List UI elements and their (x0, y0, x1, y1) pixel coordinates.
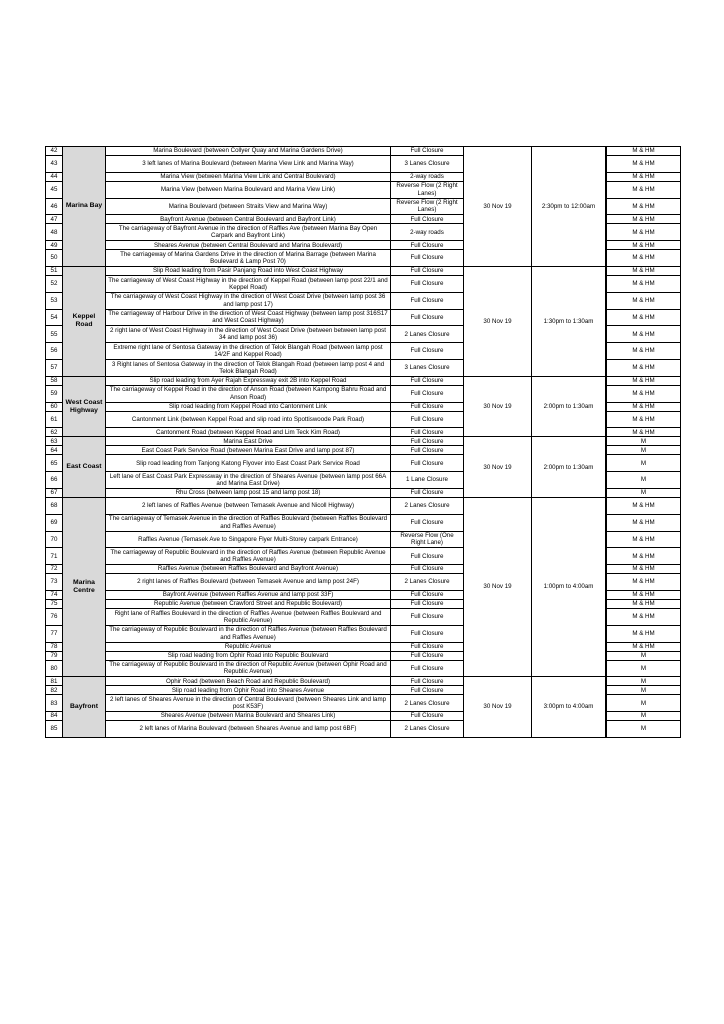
indicator-cell: M & HM (607, 147, 681, 156)
indicator-cell: M & HM (607, 156, 681, 173)
indicator-cell: M & HM (607, 241, 681, 250)
indicator-cell: M & HM (607, 309, 681, 326)
indicator-cell: M & HM (607, 181, 681, 198)
closure-type-cell: Full Closure (391, 266, 464, 275)
closure-type-cell: Full Closure (391, 241, 464, 250)
table-row (46, 376, 681, 385)
zone-label: Marina Bay (63, 147, 106, 267)
indicator-cell: M & HM (607, 548, 681, 565)
indicator-cell: M & HM (607, 574, 681, 591)
location-cell: Raffles Avenue (Temasek Ave to Singapore Flyer Multi-Storey carpark Entrance) (106, 531, 391, 548)
closure-type-cell: Full Closure (391, 250, 464, 267)
location-cell: Left lane of East Coast Park Expressway in the direction of Sheares Avenue (between lamp post 66A and Marina East Drive) (106, 472, 391, 489)
closure-type-cell: 2-way roads (391, 172, 464, 181)
row-number: 52 (46, 275, 63, 292)
closure-type-cell: Full Closure (391, 565, 464, 574)
row-number: 63 (46, 437, 63, 446)
indicator-cell: M (607, 695, 681, 712)
row-number: 55 (46, 326, 63, 343)
date-cell: 30 Nov 19 (464, 437, 532, 498)
date-cell: 30 Nov 19 (464, 376, 532, 437)
row-number: 59 (46, 385, 63, 402)
indicator-cell: M & HM (607, 275, 681, 292)
location-cell: East Coast Park Service Road (between Marina East Drive and lamp post 87) (106, 446, 391, 455)
indicator-cell: M (607, 712, 681, 721)
row-number: 45 (46, 181, 63, 198)
indicator-cell: M (607, 660, 681, 677)
closure-type-cell: Full Closure (391, 660, 464, 677)
indicator-cell: M (607, 686, 681, 695)
closure-type-cell: Full Closure (391, 455, 464, 472)
closure-type-cell: 2 Lanes Closure (391, 695, 464, 712)
row-number: 66 (46, 472, 63, 489)
row-number: 78 (46, 642, 63, 651)
closure-type-cell: Full Closure (391, 402, 464, 411)
table-row (46, 677, 681, 686)
indicator-cell: M & HM (607, 215, 681, 224)
row-number: 84 (46, 712, 63, 721)
indicator-cell: M & HM (607, 250, 681, 267)
row-number: 65 (46, 455, 63, 472)
closure-type-cell: 2 Lanes Closure (391, 574, 464, 591)
location-cell: Marina Boulevard (between Collyer Quay and Marina Gardens Drive) (106, 147, 391, 156)
closure-type-cell: 2 Lanes Closure (391, 497, 464, 514)
closure-type-cell: Full Closure (391, 590, 464, 599)
row-number: 43 (46, 156, 63, 173)
location-cell: The carriageway of Republic Boulevard in the direction of Republic Avenue (between Ophir Road and Republic Avenue) (106, 660, 391, 677)
time-cell: 2:00pm to 1:30am (532, 437, 606, 498)
row-number: 60 (46, 402, 63, 411)
row-number: 56 (46, 343, 63, 360)
location-cell: Extreme right lane of Sentosa Gateway in the direction of Telok Blangah Road (between lamp post 14/2F and Keppel Road) (106, 343, 391, 360)
row-number: 54 (46, 309, 63, 326)
row-number: 77 (46, 625, 63, 642)
row-number: 46 (46, 198, 63, 215)
row-number: 51 (46, 266, 63, 275)
location-cell: 3 Right lanes of Sentosa Gateway in the direction of Telok Blangah Road (between lamp post 4 and Telok Blangah Road) (106, 359, 391, 376)
location-cell: The carriageway of West Coast Highway in the direction of Keppel Road (between lamp post 22/1 and Keppel Road) (106, 275, 391, 292)
time-cell: 3:00pm to 4:00am (532, 677, 606, 738)
row-number: 76 (46, 608, 63, 625)
table-row (46, 266, 681, 275)
row-number: 71 (46, 548, 63, 565)
indicator-cell: M & HM (607, 531, 681, 548)
zone-label: Keppel Road (63, 266, 106, 376)
zone-label: Bayfront (63, 677, 106, 738)
indicator-cell: M & HM (607, 224, 681, 241)
indicator-cell: M & HM (607, 359, 681, 376)
closure-type-cell: 1 Lane Closure (391, 472, 464, 489)
indicator-cell: M & HM (607, 402, 681, 411)
zone-label: Marina Centre (63, 497, 106, 676)
closure-type-cell: Full Closure (391, 411, 464, 428)
closure-type-cell: Full Closure (391, 446, 464, 455)
location-cell: The carriageway of West Coast Highway in the direction of West Coast Drive (between lamp post 36 and lamp post 17) (106, 292, 391, 309)
indicator-cell: M & HM (607, 625, 681, 642)
date-cell: 30 Nov 19 (464, 497, 532, 676)
indicator-cell: M (607, 651, 681, 660)
row-number: 44 (46, 172, 63, 181)
indicator-cell: M & HM (607, 642, 681, 651)
closure-type-cell: Reverse Flow (One Right Lane) (391, 531, 464, 548)
indicator-cell: M & HM (607, 411, 681, 428)
closure-type-cell: Full Closure (391, 292, 464, 309)
row-number: 68 (46, 497, 63, 514)
location-cell: Slip road leading from Ophir Road into Sheares Avenue (106, 686, 391, 695)
location-cell: 2 left lanes of Marina Boulevard (between Sheares Avenue and lamp post 6BF) (106, 721, 391, 738)
location-cell: The carriageway of Republic Boulevard in the direction of Raffles Avenue (between Republic Avenue and Raffles Avenue) (106, 548, 391, 565)
location-cell: Cantonment Road (between Keppel Road and Lim Teck Kim Road) (106, 428, 391, 437)
closure-type-cell: Full Closure (391, 712, 464, 721)
row-number: 57 (46, 359, 63, 376)
indicator-cell: M & HM (607, 428, 681, 437)
location-cell: Marina East Drive (106, 437, 391, 446)
indicator-cell: M (607, 677, 681, 686)
indicator-cell: M & HM (607, 292, 681, 309)
closure-type-cell: 2 Lanes Closure (391, 721, 464, 738)
indicator-cell: M (607, 446, 681, 455)
closure-type-cell: Full Closure (391, 608, 464, 625)
indicator-cell: M (607, 455, 681, 472)
location-cell: Bayfront Avenue (between Central Boulevard and Bayfront Link) (106, 215, 391, 224)
indicator-cell: M & HM (607, 385, 681, 402)
row-number: 82 (46, 686, 63, 695)
closure-type-cell: Full Closure (391, 428, 464, 437)
closure-type-cell: Reverse Flow (2 Right Lanes) (391, 198, 464, 215)
date-cell: 30 Nov 19 (464, 677, 532, 738)
indicator-cell: M (607, 721, 681, 738)
closure-type-cell: Full Closure (391, 514, 464, 531)
row-number: 69 (46, 514, 63, 531)
indicator-cell: M (607, 472, 681, 489)
row-number: 50 (46, 250, 63, 267)
location-cell: Marina Boulevard (between Straits View and Marina Way) (106, 198, 391, 215)
row-number: 83 (46, 695, 63, 712)
location-cell: The carriageway of Harbour Drive in the direction of West Coast Highway (between lamp post 316S17 and West Coast Highway) (106, 309, 391, 326)
location-cell: 2 right lanes of Raffles Boulevard (between Temasek Avenue and lamp post 24F) (106, 574, 391, 591)
indicator-cell: M & HM (607, 599, 681, 608)
row-number: 70 (46, 531, 63, 548)
row-number: 81 (46, 677, 63, 686)
indicator-cell: M & HM (607, 376, 681, 385)
row-number: 58 (46, 376, 63, 385)
closure-type-cell: Full Closure (391, 343, 464, 360)
closure-type-cell: Full Closure (391, 677, 464, 686)
closure-type-cell: Full Closure (391, 488, 464, 497)
closure-type-cell: Full Closure (391, 215, 464, 224)
location-cell: Slip road leading from Tanjong Katong Flyover into East Coast Park Service Road (106, 455, 391, 472)
location-cell: Marina View (between Marina Boulevard and Marina View Link) (106, 181, 391, 198)
closure-type-cell: Full Closure (391, 625, 464, 642)
time-cell: 2:00pm to 1:30am (532, 376, 606, 437)
indicator-cell: M & HM (607, 198, 681, 215)
zone-label: East Coast (63, 437, 106, 498)
closure-type-cell: 3 Lanes Closure (391, 359, 464, 376)
location-cell: Slip road leading from Keppel Road into Cantonment Link (106, 402, 391, 411)
location-cell: Sheares Avenue (between Central Boulevard and Marina Boulevard) (106, 241, 391, 250)
zone-label: West Coast Highway (63, 376, 106, 437)
closure-type-cell: 2 Lanes Closure (391, 326, 464, 343)
indicator-cell: M & HM (607, 565, 681, 574)
row-number: 79 (46, 651, 63, 660)
road-closure-table (45, 146, 681, 738)
row-number: 47 (46, 215, 63, 224)
row-number: 64 (46, 446, 63, 455)
indicator-cell: M & HM (607, 514, 681, 531)
row-number: 73 (46, 574, 63, 591)
closure-type-cell: Full Closure (391, 437, 464, 446)
location-cell: 2 left lanes of Sheares Avenue in the direction of Central Boulevard (between Sheares Link and lamp post K53F) (106, 695, 391, 712)
time-cell: 2:30pm to 12:00am (532, 147, 606, 267)
location-cell: Sheares Avenue (between Marina Boulevard and Sheares Link) (106, 712, 391, 721)
indicator-cell: M & HM (607, 590, 681, 599)
row-number: 61 (46, 411, 63, 428)
row-number: 62 (46, 428, 63, 437)
location-cell: Right lane of Raffles Boulevard in the direction of Raffles Avenue (between Raffles Boulevard and Republic Avenue) (106, 608, 391, 625)
indicator-cell: M & HM (607, 266, 681, 275)
indicator-cell: M (607, 488, 681, 497)
location-cell: Slip road leading from Ayer Rajah Expressway exit 2B into Keppel Road (106, 376, 391, 385)
location-cell: The carriageway of Temasek Avenue in the direction of Raffles Boulevard (between Raffles Boulevard and Raffles Avenue) (106, 514, 391, 531)
location-cell: Slip Road leading from Pasir Panjang Road into West Coast Highway (106, 266, 391, 275)
indicator-cell: M & HM (607, 343, 681, 360)
location-cell: The carriageway of Keppel Road in the direction of Anson Road (between Kampong Bahru Road and Anson Road) (106, 385, 391, 402)
date-cell: 30 Nov 19 (464, 147, 532, 267)
location-cell: Slip road leading from Ophir Road into Republic Boulevard (106, 651, 391, 660)
closure-type-cell: Full Closure (391, 385, 464, 402)
indicator-cell: M & HM (607, 326, 681, 343)
location-cell: Republic Avenue (between Crawford Street and Republic Boulevard) (106, 599, 391, 608)
location-cell: Marina View (between Marina View Link and Central Boulevard) (106, 172, 391, 181)
location-cell: 2 right lane of West Coast Highway in the direction of West Coast Drive (between between lamp post 34 and lamp post 36) (106, 326, 391, 343)
row-number: 53 (46, 292, 63, 309)
time-cell: 1:30pm to 1:30am (532, 266, 606, 376)
location-cell: 3 left lanes of Marina Boulevard (between Marina View Link and Marina Way) (106, 156, 391, 173)
location-cell: 2 left lanes of Raffles Avenue (between Temasek Avenue and Nicoll Highway) (106, 497, 391, 514)
location-cell: The carriageway of Bayfront Avenue in the direction of Raffles Ave (between Marina Bay Open Carpark and Bayfront Link) (106, 224, 391, 241)
location-cell: Bayfront Avenue (between Raffles Avenue and lamp post 33F) (106, 590, 391, 599)
closure-type-cell: Full Closure (391, 275, 464, 292)
date-cell: 30 Nov 19 (464, 266, 532, 376)
closure-type-cell: Full Closure (391, 548, 464, 565)
location-cell: Rhu Cross (between lamp post 15 and lamp post 18) (106, 488, 391, 497)
closure-type-cell: Full Closure (391, 309, 464, 326)
row-number: 49 (46, 241, 63, 250)
row-number: 72 (46, 565, 63, 574)
row-number: 75 (46, 599, 63, 608)
indicator-cell: M & HM (607, 497, 681, 514)
location-cell: Cantonment Link (between Keppel Road and slip road into Spottiswoode Park Road) (106, 411, 391, 428)
location-cell: The carriageway of Republic Boulevard in the direction of Raffles Avenue (between Raffles Boulevard and Raffles Avenue) (106, 625, 391, 642)
location-cell: Ophir Road (between Beach Road and Republic Boulevard) (106, 677, 391, 686)
closure-type-cell: 2-way roads (391, 224, 464, 241)
row-number: 42 (46, 147, 63, 156)
closure-type-cell: Full Closure (391, 651, 464, 660)
table-row (46, 437, 681, 446)
indicator-cell: M & HM (607, 172, 681, 181)
closure-type-cell: Full Closure (391, 599, 464, 608)
closure-type-cell: Reverse Flow (2 Right Lanes) (391, 181, 464, 198)
row-number: 74 (46, 590, 63, 599)
closure-type-cell: Full Closure (391, 376, 464, 385)
time-cell: 1:00pm to 4:00am (532, 497, 606, 676)
indicator-cell: M & HM (607, 608, 681, 625)
row-number: 85 (46, 721, 63, 738)
row-number: 67 (46, 488, 63, 497)
row-number: 80 (46, 660, 63, 677)
table-row (46, 147, 681, 156)
location-cell: Raffles Avenue (between Raffles Boulevard and Bayfront Avenue) (106, 565, 391, 574)
closure-type-cell: 3 Lanes Closure (391, 156, 464, 173)
closure-type-cell: Full Closure (391, 686, 464, 695)
closure-type-cell: Full Closure (391, 642, 464, 651)
location-cell: Republic Avenue (106, 642, 391, 651)
row-number: 48 (46, 224, 63, 241)
location-cell: The carriageway of Marina Gardens Drive in the direction of Marina Barrage (between Marina Boulevard & Lamp Post 70) (106, 250, 391, 267)
closure-type-cell: Full Closure (391, 147, 464, 156)
indicator-cell: M (607, 437, 681, 446)
table-row (46, 497, 681, 514)
